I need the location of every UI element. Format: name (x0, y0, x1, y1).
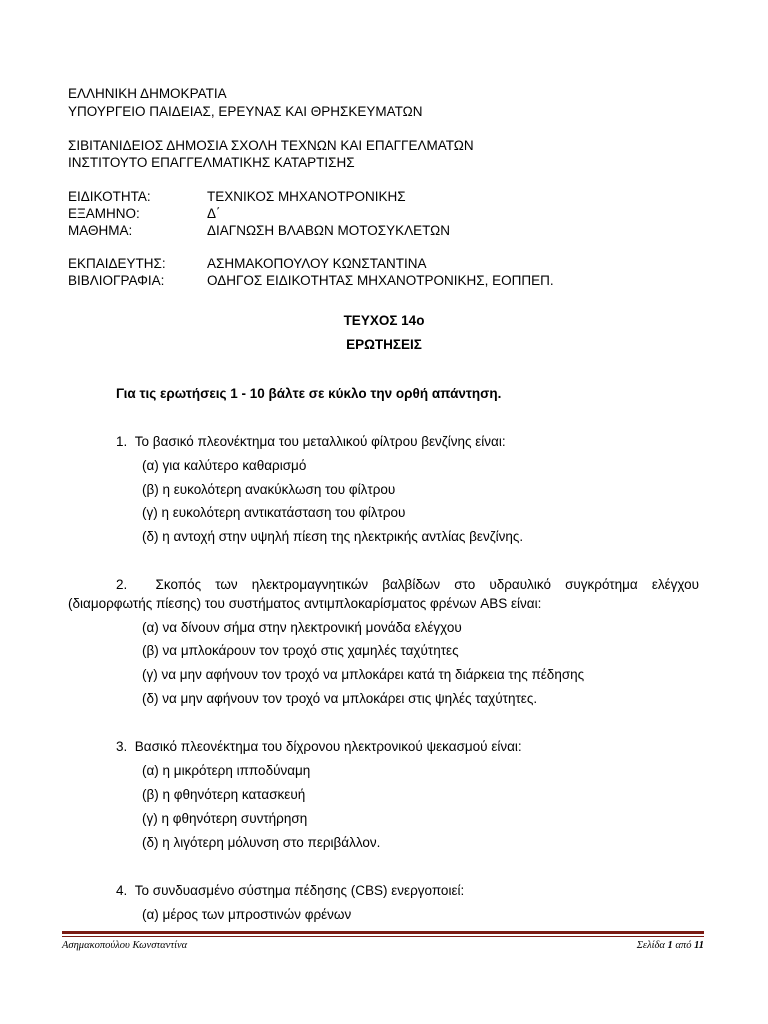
header-line-1: ΕΛΛΗΝΙΚΗ ΔΗΜΟΚΡΑΤΙΑ (68, 86, 227, 101)
field-bibliography (68, 273, 554, 288)
question-2-option-b: (β) να μπλοκάρουν τον τροχό στις χαμηλές ταχύτητες (142, 643, 459, 658)
question-4-option-a: (α) μέρος των μπροστινών φρένων (142, 907, 352, 922)
question-text: Το βασικό πλεονέκτημα του μεταλλικού φίλτρου βενζίνης είναι: (134, 434, 506, 449)
question-2-option-a: (α) να δίνουν σήμα στην ηλεκτρονική μονάδα ελέγχου (142, 620, 462, 635)
page-of: από (675, 940, 692, 951)
field-specialty (68, 189, 406, 204)
question-3-option-b: (β) η φθηνότερη κατασκευή (142, 787, 306, 802)
field-value: ΔΙΑΓΝΩΣΗ ΒΛΑΒΩΝ ΜΟΤΟΣΥΚΛΕΤΩΝ (207, 223, 450, 238)
question-number: 4. (116, 883, 128, 898)
field-value: ΑΣΗΜΑΚΟΠΟΥΛΟΥ ΚΩΝΣΤΑΝΤΙΝΑ (207, 256, 427, 271)
question-text: Βασικό πλεονέκτημα του δίχρονου ηλεκτρονικού ψεκασμού είναι: (134, 739, 522, 754)
header-line-2: ΥΠΟΥΡΓΕΙΟ ΠΑΙΔΕΙΑΣ, ΕΡΕΥΝΑΣ ΚΑΙ ΘΡΗΣΚΕΥΜΑΤΩΝ (68, 104, 423, 119)
section-title: ΕΡΩΤΗΣΕΙΣ (346, 337, 422, 352)
question-text: Σκοπός των ηλεκτρομαγνητικών βαλβίδων στο υδραυλικό συγκρότημα ελέγχου (155, 577, 699, 592)
question-2-line-2: (διαμορφωτής πίεσης) του συστήματος αντιμπλοκαρίσματος φρένων ABS είναι: (68, 596, 542, 611)
page-current: 1 (667, 940, 673, 951)
footer-rule-thick (62, 931, 704, 934)
question-2-option-c: (γ) να μην αφήνουν τον τροχό να μπλοκάρει κατά τη διάρκεια της πέδησης (142, 667, 585, 682)
page-label: Σελίδα (636, 940, 665, 951)
issue-title: ΤΕΥΧΟΣ 14ο (343, 313, 425, 328)
question-3 (116, 739, 522, 754)
question-4 (116, 883, 464, 898)
question-3-option-d: (δ) η λιγότερη μόλυνση στο περιβάλλον. (142, 835, 381, 850)
field-label: ΕΚΠΑΙΔΕΥΤΗΣ: (68, 256, 166, 271)
header-line-4: ΙΝΣΤΙΤΟΥΤΟ ΕΠΑΓΓΕΛΜΑΤΙΚΗΣ ΚΑΤΑΡΤΙΣΗΣ (68, 155, 355, 170)
field-label: ΕΙΔΙΚΟΤΗΤΑ: (68, 189, 151, 204)
question-2-option-d: (δ) να μην αφήνουν τον τροχό να μπλοκάρει στις ψηλές ταχύτητες. (142, 691, 538, 706)
question-1 (116, 434, 506, 449)
question-3-option-c: (γ) η φθηνότερη συντήρηση (142, 811, 308, 826)
question-number: 3. (116, 739, 128, 754)
field-value: ΟΔΗΓΟΣ ΕΙΔΙΚΟΤΗΤΑΣ ΜΗΧΑΝΟΤΡΟΝΙΚΗΣ, ΕΟΠΠΕΠ. (207, 273, 554, 288)
question-1-option-b: (β) η ευκολότερη ανακύκλωση του φίλτρου (142, 482, 396, 497)
footer-author: Ασημακοπούλου Κωνσταντίνα (62, 940, 188, 951)
field-value: ΤΕΧΝΙΚΟΣ ΜΗΧΑΝΟΤΡΟΝΙΚΗΣ (207, 189, 406, 204)
header-line-3: ΣΙΒΙΤΑΝΙΔΕΙΟΣ ΔΗΜΟΣΙΑ ΣΧΟΛΗ ΤΕΧΝΩΝ ΚΑΙ ΕΠΑΓΓΕΛΜΑΤΩΝ (68, 138, 474, 153)
field-label: ΜΑΘΗΜΑ: (68, 223, 133, 238)
field-course (68, 223, 450, 238)
question-1-option-c: (γ) η ευκολότερη αντικατάσταση του φίλτρου (142, 505, 406, 520)
question-1-option-a: (α) για καλύτερο καθαρισμό (142, 458, 307, 473)
footer-page-number (637, 940, 704, 951)
field-label: ΕΞΑΜΗΝΟ: (68, 206, 140, 221)
footer-rule-thin (62, 936, 704, 937)
field-label: ΒΙΒΛΙΟΓΡΑΦΙΑ: (68, 273, 165, 288)
question-number: 2. (116, 577, 128, 592)
question-text: Το συνδυασμένο σύστημα πέδησης (CBS) ενεργοποιεί: (134, 883, 465, 898)
field-instructor (68, 256, 427, 271)
question-number: 1. (116, 434, 128, 449)
field-semester (68, 206, 221, 221)
page-total: 11 (694, 940, 704, 951)
instruction-text: Για τις ερωτήσεις 1 - 10 βάλτε σε κύκλο την ορθή απάντηση. (116, 386, 502, 401)
field-value: Δ΄ (207, 206, 221, 221)
question-2-line-1 (68, 577, 699, 592)
question-1-option-d: (δ) η αντοχή στην υψηλή πίεση της ηλεκτρικής αντλίας βενζίνης. (142, 529, 524, 544)
question-3-option-a: (α) η μικρότερη ιπποδύναμη (142, 763, 311, 778)
